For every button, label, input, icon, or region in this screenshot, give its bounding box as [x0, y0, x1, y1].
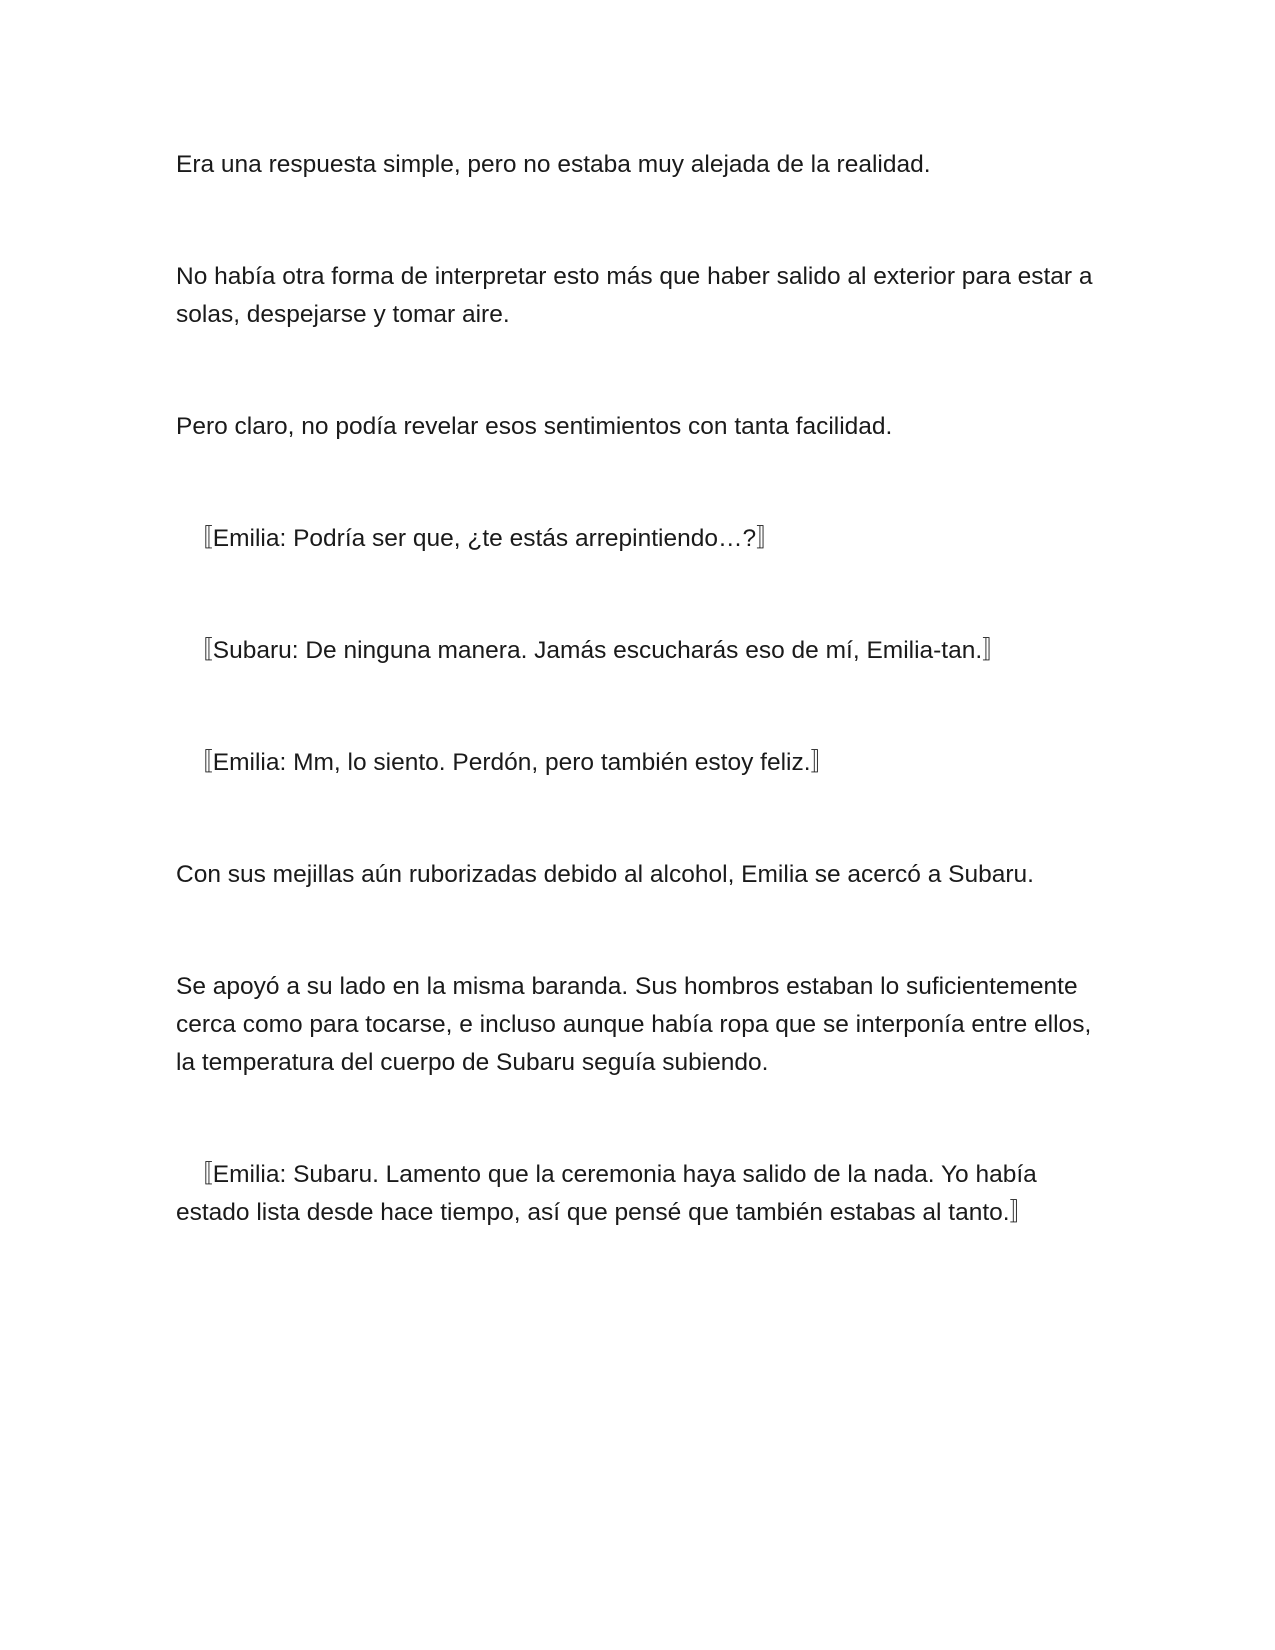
paragraph-narration: Era una respuesta simple, pero no estaba muy alejada de la realidad.	[176, 151, 931, 178]
paragraph-dialogue-subaru: 〚Subaru: De ninguna manera. Jamás escucharás eso de mí, Emilia-tan.〛	[176, 637, 1007, 664]
paragraph-narration: Con sus mejillas aún ruborizadas debido al alcohol, Emilia se acercó a Subaru.	[176, 861, 1034, 888]
paragraph-narration: Pero claro, no podía revelar esos sentimientos con tanta facilidad.	[176, 413, 893, 440]
body-text	[176, 146, 1106, 1306]
paragraph-narration: Se apoyó a su lado en la misma baranda. Sus hombros estaban lo suficientemente cerca como para tocarse, e incluso aunque había ropa que se interponía entre ellos, la temperatura del cuerpo de Subaru seguía subiendo.	[176, 973, 1092, 1076]
paragraph-dialogue-emilia: 〚Emilia: Podría ser que, ¿te estás arrepintiendo…?〛	[176, 525, 781, 552]
paragraph-dialogue-emilia: 〚Emilia: Mm, lo siento. Perdón, pero también estoy feliz.〛	[176, 749, 836, 776]
paragraph-narration: No había otra forma de interpretar esto más que haber salido al exterior para estar a solas, despejarse y tomar aire.	[176, 263, 1093, 328]
paragraph-dialogue-emilia: 〚Emilia: Subaru. Lamento que la ceremonia haya salido de la nada. Yo había estado lista desde hace tiempo, así que pensé que también estabas al tanto.〛	[176, 1161, 1037, 1226]
